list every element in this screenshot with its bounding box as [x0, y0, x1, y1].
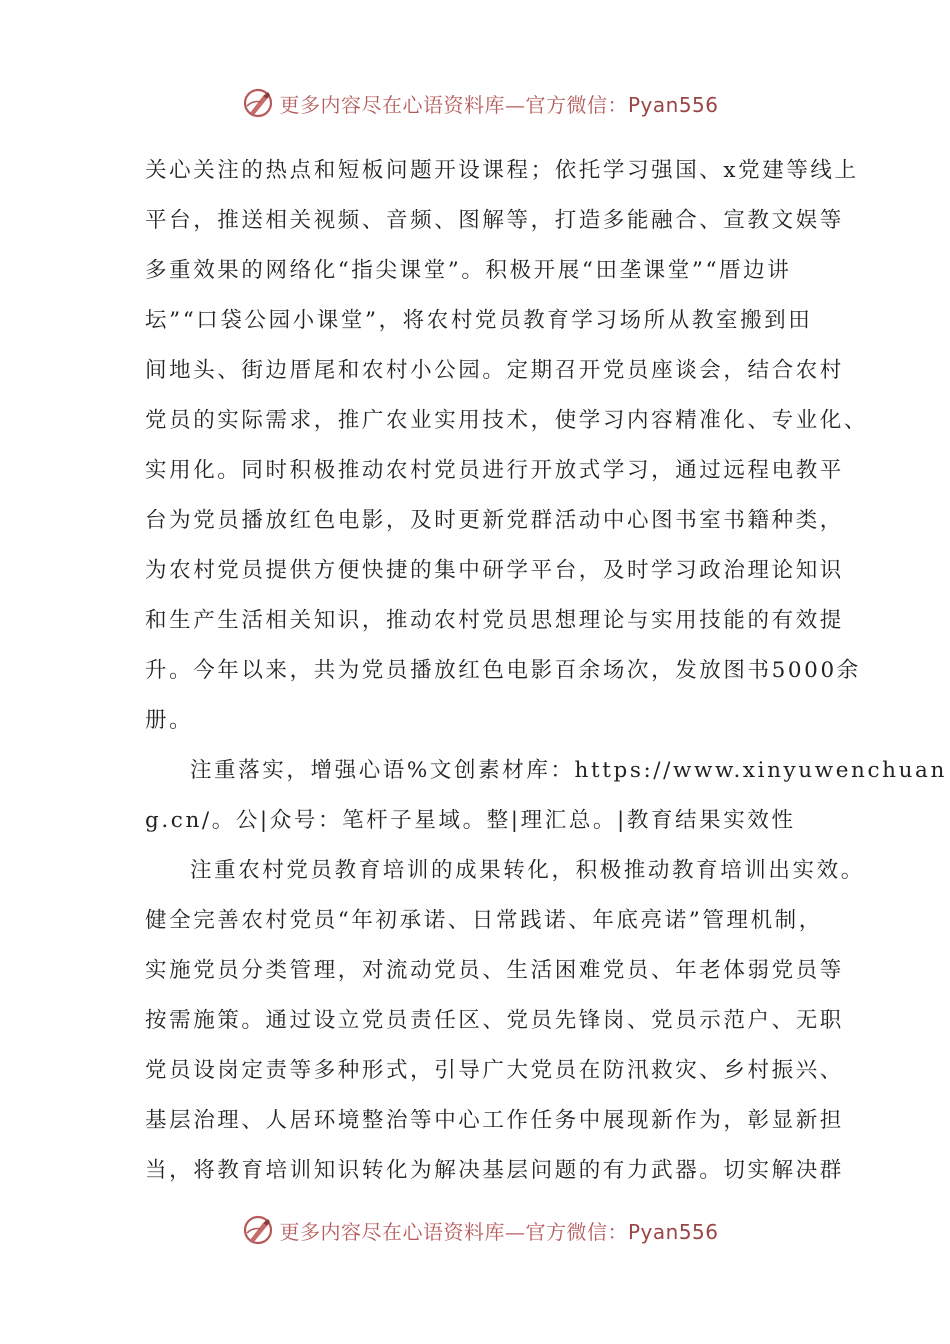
text-line: 坛”“口袋公园小课堂”，将农村党员教育学习场所从教室搬到田 — [145, 308, 813, 333]
text-line: 和生产生活相关知识，推动农村党员思想理论与实用技能的有效提 — [145, 608, 844, 633]
text-line: 平台，推送相关视频、音频、图解等，打造多能融合、宣教文娱等 — [145, 208, 844, 233]
text-line: 党员设岗定责等多种形式，引导广大党员在防汛救灾、乡村振兴、 — [145, 1058, 844, 1083]
text-line: 党员的实际需求，推广农业实用技术，使学习内容精准化、专业化、 — [145, 408, 869, 433]
text-line: 健全完善农村党员“年初承诺、日常践诺、年底亮诺”管理机制， — [145, 908, 823, 933]
pen-nib-logo-icon — [241, 1213, 275, 1247]
footer-watermark-banner — [0, 1210, 950, 1250]
text-line: 实施党员分类管理，对流动党员、生活困难党员、年老体弱党员等 — [145, 958, 844, 983]
section-heading-line: g.cn/。公|众号：笔杆子星域。整|理汇总。|教育结果实效性 — [145, 808, 796, 833]
text-line: 关心关注的热点和短板问题开设课程；依托学习强国、x党建等线上 — [145, 158, 859, 183]
text-line: 按需施策。通过设立党员责任区、党员先锋岗、党员示范户、无职 — [145, 1008, 844, 1033]
text-line: 基层治理、人居环境整治等中心工作任务中展现新作为，彰显新担 — [145, 1108, 844, 1133]
document-body — [145, 146, 947, 1196]
watermark-text: 更多内容尽在心语资料库—官方微信：Pyan556 — [279, 92, 719, 117]
paragraph-start-line: 注重农村党员教育培训的成果转化，积极推动教育培训出实效。 — [190, 858, 865, 883]
text-line: 多重效果的网络化“指尖课堂”。积极开展“田垄课堂”“厝边讲 — [145, 258, 792, 283]
text-line: 为农村党员提供方便快捷的集中研学平台，及时学习政治理论知识 — [145, 558, 844, 583]
pen-nib-logo-icon — [241, 86, 275, 120]
header-watermark-banner — [0, 83, 950, 123]
text-line: 台为党员播放红色电影，及时更新党群活动中心图书室书籍种类， — [145, 508, 844, 533]
watermark-text: 更多内容尽在心语资料库—官方微信：Pyan556 — [279, 1219, 719, 1244]
text-line: 间地头、街边厝尾和农村小公园。定期召开党员座谈会，结合农村 — [145, 358, 844, 383]
text-line: 实用化。同时积极推动农村党员进行开放式学习，通过远程电教平 — [145, 458, 844, 483]
section-heading-line: 注重落实，增强心语%文创素材库：https://www.xinyuwenchuan — [190, 758, 947, 783]
text-line: 当，将教育培训知识转化为解决基层问题的有力武器。切实解决群 — [145, 1158, 844, 1183]
text-line: 升。今年以来，共为党员播放红色电影百余场次，发放图书5000余 — [145, 658, 861, 683]
text-line: 册。 — [145, 708, 194, 733]
